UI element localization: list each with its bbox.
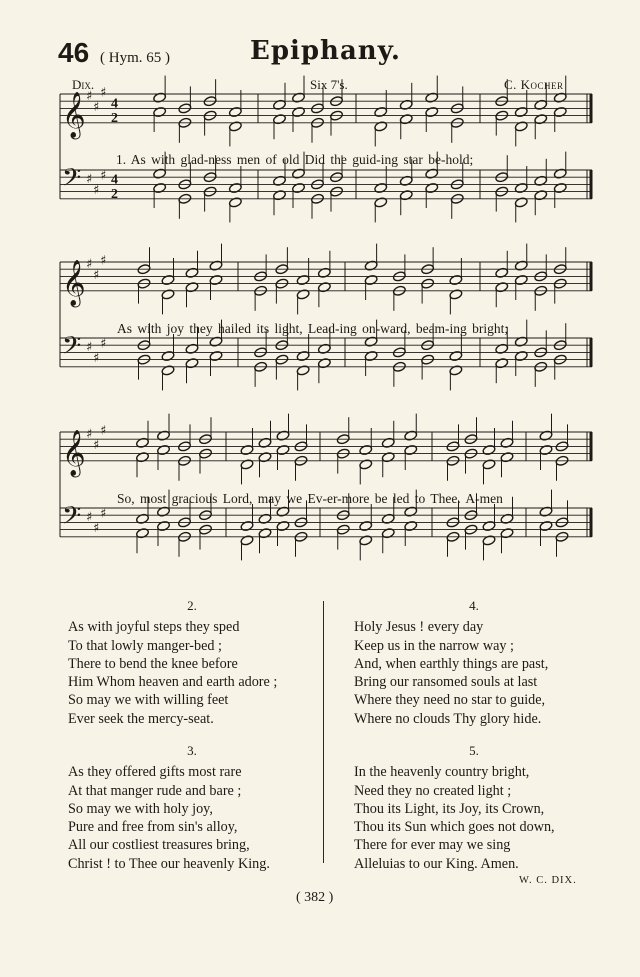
hymn-author: W. C. DIX. <box>519 875 577 886</box>
verse-2 <box>68 597 316 728</box>
sharp-sign-icon: ♯ <box>86 89 93 104</box>
verse-line: So may we with holy joy, <box>68 800 213 817</box>
verse-line: Him Whom heaven and earth adore ; <box>68 674 278 691</box>
verse-line: Need they no created light ; <box>354 782 512 799</box>
treble-clef-icon: 𝄞 <box>62 259 86 306</box>
verse-4 <box>354 597 594 728</box>
sharp-sign-icon: ♯ <box>93 437 100 453</box>
treble-clef-icon: 𝄞 <box>62 429 86 476</box>
hymn-reference: ( Hym. 65 ) <box>100 50 170 66</box>
verse-line: As with joyful steps they sped <box>68 619 240 636</box>
verse-number: 2. <box>187 598 197 613</box>
sharp-sign-icon: ♯ <box>86 172 93 188</box>
time-signature-numerator: 4 <box>111 172 118 188</box>
sharp-sign-icon: ♯ <box>93 183 100 198</box>
verse-number: 4. <box>469 598 479 613</box>
verse-line: Keep us in the narrow way ; <box>354 637 514 654</box>
time-signature-denominator: 2 <box>111 186 118 202</box>
sharp-sign-icon: ♯ <box>100 253 107 269</box>
verse-number: 3. <box>187 743 197 758</box>
sharp-sign-icon: ♯ <box>93 99 100 115</box>
verse-5 <box>354 742 594 873</box>
verse-line: All our costliest treasures bring, <box>68 837 250 854</box>
hymn-number: 46 <box>58 37 90 68</box>
sharp-sign-icon: ♯ <box>86 427 93 442</box>
treble-clef-icon: 𝄞 <box>62 91 86 138</box>
time-signature-numerator: 4 <box>111 96 118 112</box>
verse-line: To that lowly manger-bed ; <box>68 637 222 654</box>
sharp-sign-icon: ♯ <box>93 351 100 366</box>
verse-line: So may we with willing feet <box>68 692 229 709</box>
verse-number: 5. <box>469 743 479 758</box>
composer: C. Kocher <box>504 77 564 92</box>
verse-line: Ever seek the mercy-seat. <box>68 710 214 727</box>
verse-line: Christ ! to Thee our heavenly King. <box>68 855 270 872</box>
verse-line: Pure and free from sin's alloy, <box>68 819 238 836</box>
sharp-sign-icon: ♯ <box>100 506 107 522</box>
time-signature-denominator: 2 <box>111 110 118 126</box>
verse-line: As they offered gifts most rare <box>68 764 242 781</box>
verse-line: Thou its Light, its Joy, its Crown, <box>354 800 545 817</box>
verse-line: There to bend the knee before <box>68 655 238 672</box>
verse-line: Alleluias to our King. Amen. <box>354 855 519 872</box>
verse-line: And, when earthly things are past, <box>354 655 549 672</box>
verse-line: At that manger rude and bare ; <box>68 782 242 799</box>
verse-line: Thou its Sun which goes not down, <box>354 819 555 836</box>
sharp-sign-icon: ♯ <box>93 521 100 536</box>
sharp-sign-icon: ♯ <box>100 168 107 184</box>
sharp-sign-icon: ♯ <box>100 85 107 101</box>
verse-line: Bring our ransomed souls at last <box>354 674 538 691</box>
sharp-sign-icon: ♯ <box>86 510 93 526</box>
verse-line: Where they need no star to guide, <box>354 692 546 709</box>
verse-3 <box>68 742 316 873</box>
sharp-sign-icon: ♯ <box>93 267 100 283</box>
lyric-line-3: So, most gracious Lord, may we Ev-er-more be led to Thee. A-men <box>117 491 503 506</box>
page-number: ( 382 ) <box>296 890 334 905</box>
verse-line: In the heavenly country bright, <box>354 764 530 781</box>
sharp-sign-icon: ♯ <box>100 336 107 352</box>
bass-clef-icon: 𝄢 <box>62 331 82 367</box>
bass-clef-icon: 𝄢 <box>62 163 82 199</box>
lyric-line-2: As with joy they hailed its light, Lead-ing on-ward, beam-ing bright; <box>117 321 509 336</box>
bass-clef-icon: 𝄢 <box>62 501 82 537</box>
verse-line: Holy Jesus ! every day <box>354 619 484 636</box>
tune-name: Dix. <box>72 77 95 92</box>
sharp-sign-icon: ♯ <box>100 423 107 439</box>
lyric-line-1: 1. As with glad-ness men of old Did the guid-ing star be-hold; <box>116 152 474 167</box>
verse-line: There for ever may we sing <box>354 837 511 854</box>
sharp-sign-icon: ♯ <box>86 340 93 356</box>
meter: Six 7's. <box>310 77 348 92</box>
sharp-sign-icon: ♯ <box>86 257 93 272</box>
verse-column-divider <box>323 601 324 863</box>
hymn-title: Epiphany. <box>250 36 401 66</box>
verse-line: Where no clouds Thy glory hide. <box>354 710 542 727</box>
